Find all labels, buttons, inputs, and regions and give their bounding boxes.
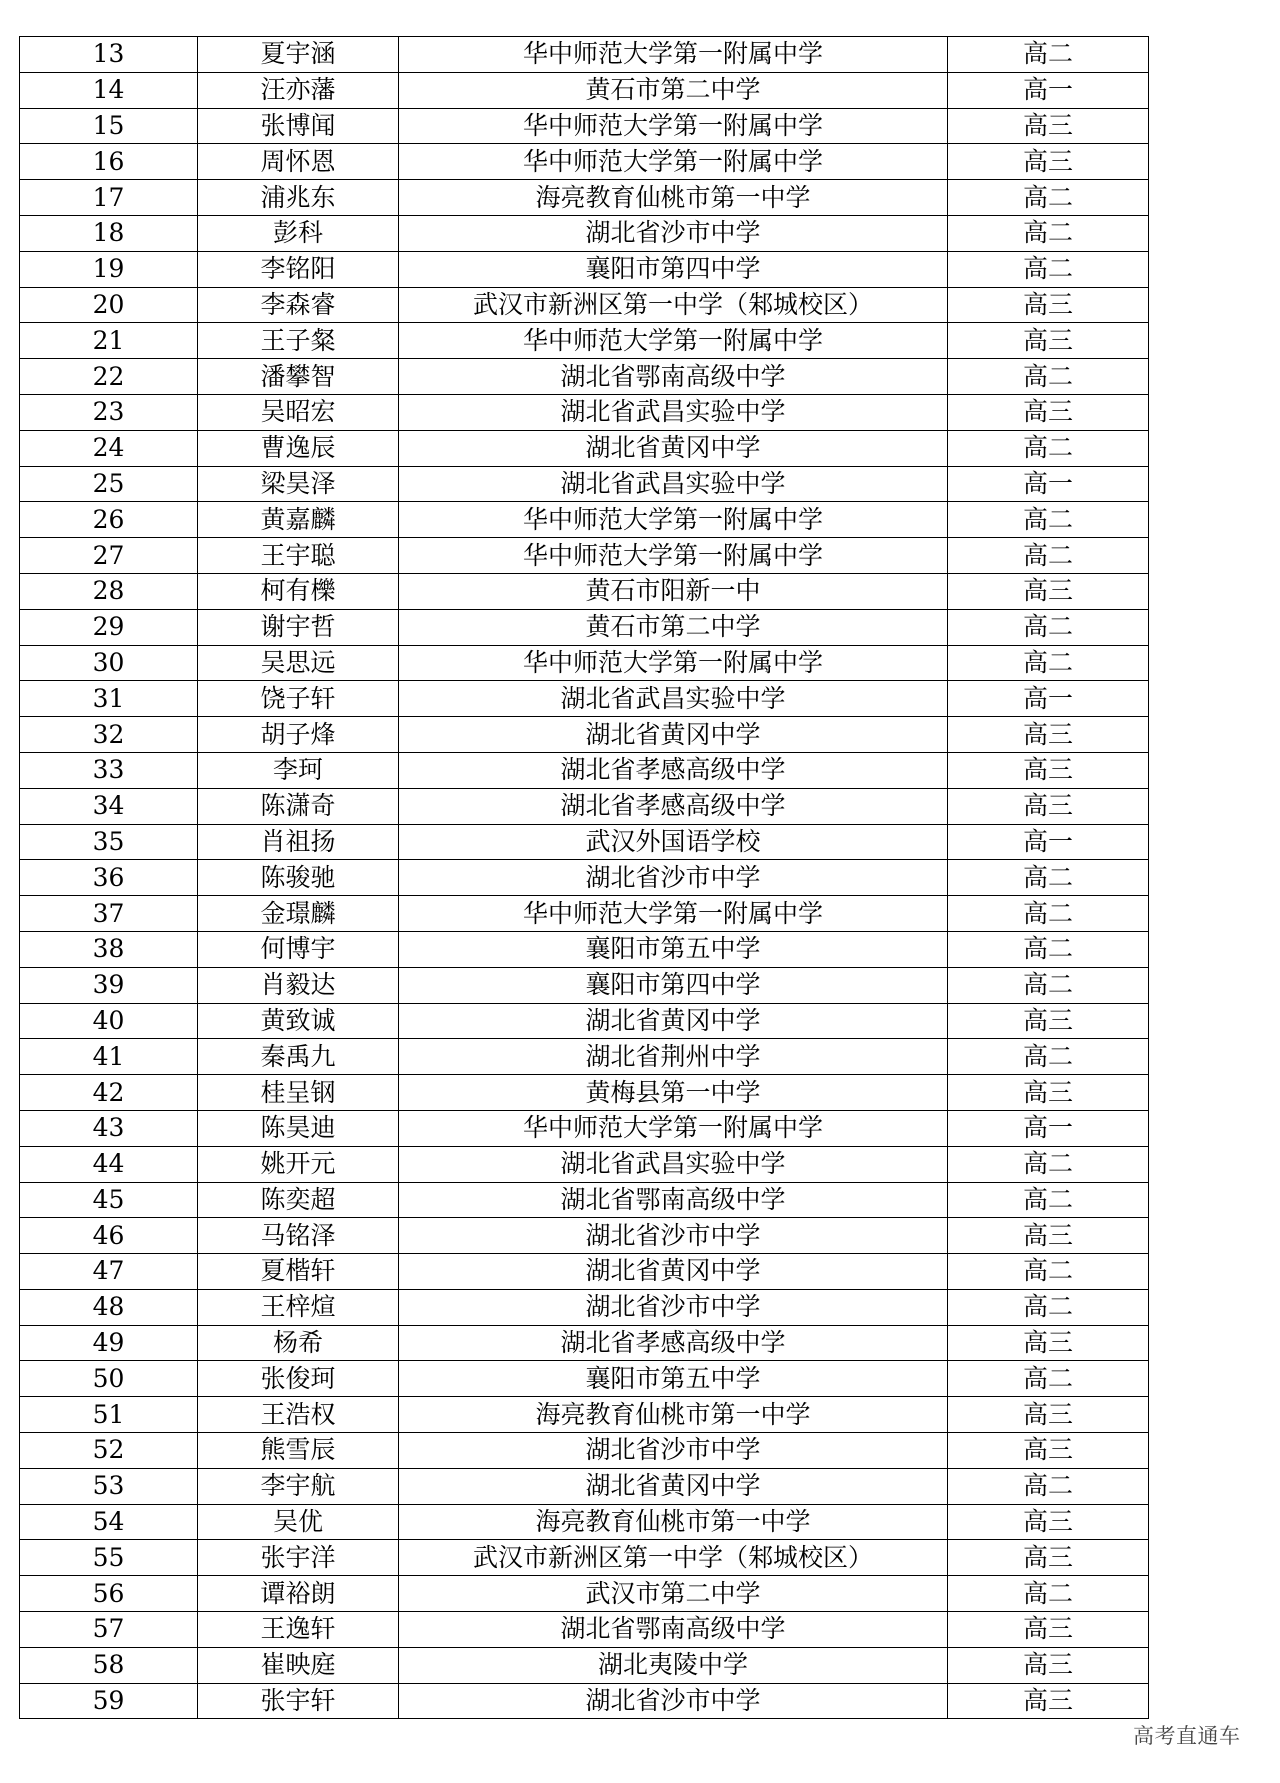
table-row (20, 645, 1149, 681)
row-number-cell: 58 (20, 1647, 198, 1683)
table-row (20, 1039, 1149, 1075)
grade-cell: 高三 (948, 1433, 1149, 1469)
school-cell: 华中师范大学第一附属中学 (399, 37, 948, 73)
school-cell: 湖北省孝感高级中学 (399, 752, 948, 788)
grade-cell: 高二 (948, 502, 1149, 538)
table-row (20, 931, 1149, 967)
table-row (20, 1218, 1149, 1254)
school-cell: 湖北省鄂南高级中学 (399, 359, 948, 395)
results-table-body (20, 37, 1149, 1719)
grade-cell: 高二 (948, 1146, 1149, 1182)
grade-cell: 高二 (948, 1361, 1149, 1397)
grade-cell: 高一 (948, 466, 1149, 502)
row-number-cell: 33 (20, 752, 198, 788)
row-number-cell: 24 (20, 430, 198, 466)
school-cell: 武汉市新洲区第一中学（邾城校区） (399, 1540, 948, 1576)
student-name-cell: 潘攀智 (198, 359, 399, 395)
grade-cell: 高三 (948, 1075, 1149, 1111)
student-name-cell: 李宇航 (198, 1468, 399, 1504)
grade-cell: 高一 (948, 72, 1149, 108)
grade-cell: 高三 (948, 1325, 1149, 1361)
table-row (20, 1683, 1149, 1719)
school-cell: 湖北省沙市中学 (399, 1433, 948, 1469)
grade-cell: 高二 (948, 430, 1149, 466)
school-cell: 湖北省武昌实验中学 (399, 394, 948, 430)
student-name-cell: 饶子轩 (198, 681, 399, 717)
grade-cell: 高三 (948, 1397, 1149, 1433)
table-row (20, 1361, 1149, 1397)
student-name-cell: 夏宇涵 (198, 37, 399, 73)
table-row (20, 180, 1149, 216)
row-number-cell: 38 (20, 931, 198, 967)
row-number-cell: 25 (20, 466, 198, 502)
grade-cell: 高二 (948, 609, 1149, 645)
table-row (20, 108, 1149, 144)
grade-cell: 高三 (948, 1683, 1149, 1719)
school-cell: 华中师范大学第一附属中学 (399, 645, 948, 681)
student-name-cell: 胡子烽 (198, 717, 399, 753)
row-number-cell: 35 (20, 824, 198, 860)
grade-cell: 高一 (948, 681, 1149, 717)
school-cell: 湖北省沙市中学 (399, 1218, 948, 1254)
row-number-cell: 59 (20, 1683, 198, 1719)
school-cell: 海亮教育仙桃市第一中学 (399, 1397, 948, 1433)
school-cell: 华中师范大学第一附属中学 (399, 108, 948, 144)
row-number-cell: 46 (20, 1218, 198, 1254)
school-cell: 海亮教育仙桃市第一中学 (399, 1504, 948, 1540)
table-row (20, 394, 1149, 430)
table-row (20, 1433, 1149, 1469)
grade-cell: 高二 (948, 1576, 1149, 1612)
row-number-cell: 34 (20, 788, 198, 824)
table-row (20, 466, 1149, 502)
table-row (20, 824, 1149, 860)
student-name-cell: 陈奕超 (198, 1182, 399, 1218)
school-cell: 黄石市第二中学 (399, 609, 948, 645)
student-name-cell: 周怀恩 (198, 144, 399, 180)
grade-cell: 高三 (948, 1612, 1149, 1648)
grade-cell: 高二 (948, 538, 1149, 574)
school-cell: 华中师范大学第一附属中学 (399, 896, 948, 932)
table-row (20, 323, 1149, 359)
student-name-cell: 夏楷轩 (198, 1254, 399, 1290)
grade-cell: 高二 (948, 251, 1149, 287)
school-cell: 武汉市新洲区第一中学（邾城校区） (399, 287, 948, 323)
row-number-cell: 22 (20, 359, 198, 395)
row-number-cell: 53 (20, 1468, 198, 1504)
student-name-cell: 梁昊泽 (198, 466, 399, 502)
school-cell: 华中师范大学第一附属中学 (399, 323, 948, 359)
student-name-cell: 吴思远 (198, 645, 399, 681)
row-number-cell: 26 (20, 502, 198, 538)
school-cell: 华中师范大学第一附属中学 (399, 502, 948, 538)
grade-cell: 高三 (948, 1003, 1149, 1039)
row-number-cell: 27 (20, 538, 198, 574)
table-row (20, 144, 1149, 180)
grade-cell: 高三 (948, 717, 1149, 753)
table-row (20, 1075, 1149, 1111)
student-name-cell: 李珂 (198, 752, 399, 788)
student-name-cell: 李铭阳 (198, 251, 399, 287)
school-cell: 华中师范大学第一附属中学 (399, 1110, 948, 1146)
school-cell: 黄石市阳新一中 (399, 573, 948, 609)
student-name-cell: 杨希 (198, 1325, 399, 1361)
grade-cell: 高二 (948, 860, 1149, 896)
grade-cell: 高一 (948, 824, 1149, 860)
school-cell: 襄阳市第四中学 (399, 967, 948, 1003)
student-name-cell: 谢宇哲 (198, 609, 399, 645)
school-cell: 华中师范大学第一附属中学 (399, 144, 948, 180)
row-number-cell: 28 (20, 573, 198, 609)
student-name-cell: 汪亦藩 (198, 72, 399, 108)
row-number-cell: 51 (20, 1397, 198, 1433)
row-number-cell: 17 (20, 180, 198, 216)
watermark: 高考直通车 (1133, 1724, 1241, 1748)
table-row (20, 609, 1149, 645)
grade-cell: 高二 (948, 1182, 1149, 1218)
table-row (20, 1612, 1149, 1648)
table-row (20, 717, 1149, 753)
table-row (20, 1003, 1149, 1039)
school-cell: 湖北省沙市中学 (399, 1289, 948, 1325)
table-row (20, 967, 1149, 1003)
student-name-cell: 何博宇 (198, 931, 399, 967)
table-row (20, 1110, 1149, 1146)
grade-cell: 高二 (948, 967, 1149, 1003)
student-name-cell: 桂呈钢 (198, 1075, 399, 1111)
school-cell: 湖北省黄冈中学 (399, 430, 948, 466)
row-number-cell: 57 (20, 1612, 198, 1648)
grade-cell: 高二 (948, 215, 1149, 251)
table-row (20, 215, 1149, 251)
table-row (20, 1468, 1149, 1504)
table-row (20, 287, 1149, 323)
grade-cell: 高二 (948, 1254, 1149, 1290)
row-number-cell: 13 (20, 37, 198, 73)
row-number-cell: 47 (20, 1254, 198, 1290)
row-number-cell: 14 (20, 72, 198, 108)
row-number-cell: 21 (20, 323, 198, 359)
grade-cell: 高三 (948, 1504, 1149, 1540)
school-cell: 湖北省沙市中学 (399, 860, 948, 896)
table-row (20, 359, 1149, 395)
student-name-cell: 熊雪辰 (198, 1433, 399, 1469)
school-cell: 湖北省黄冈中学 (399, 1003, 948, 1039)
student-name-cell: 秦禹九 (198, 1039, 399, 1075)
school-cell: 黄石市第二中学 (399, 72, 948, 108)
grade-cell: 高三 (948, 1647, 1149, 1683)
grade-cell: 高二 (948, 1039, 1149, 1075)
table-row (20, 72, 1149, 108)
school-cell: 湖北省荆州中学 (399, 1039, 948, 1075)
table-row (20, 1182, 1149, 1218)
school-cell: 湖北省武昌实验中学 (399, 681, 948, 717)
table-row (20, 1254, 1149, 1290)
table-row (20, 752, 1149, 788)
grade-cell: 高二 (948, 1468, 1149, 1504)
row-number-cell: 32 (20, 717, 198, 753)
table-row (20, 1325, 1149, 1361)
row-number-cell: 36 (20, 860, 198, 896)
grade-cell: 高三 (948, 394, 1149, 430)
row-number-cell: 37 (20, 896, 198, 932)
table-row (20, 788, 1149, 824)
school-cell: 湖北省孝感高级中学 (399, 788, 948, 824)
student-name-cell: 柯有櫟 (198, 573, 399, 609)
row-number-cell: 16 (20, 144, 198, 180)
school-cell: 武汉市第二中学 (399, 1576, 948, 1612)
school-cell: 湖北夷陵中学 (399, 1647, 948, 1683)
table-row (20, 538, 1149, 574)
student-name-cell: 肖祖扬 (198, 824, 399, 860)
grade-cell: 高三 (948, 1540, 1149, 1576)
grade-cell: 高二 (948, 896, 1149, 932)
table-row (20, 573, 1149, 609)
row-number-cell: 19 (20, 251, 198, 287)
grade-cell: 高二 (948, 1289, 1149, 1325)
row-number-cell: 20 (20, 287, 198, 323)
school-cell: 襄阳市第四中学 (399, 251, 948, 287)
school-cell: 湖北省沙市中学 (399, 215, 948, 251)
student-name-cell: 张宇洋 (198, 1540, 399, 1576)
student-name-cell: 金璟麟 (198, 896, 399, 932)
student-name-cell: 马铭泽 (198, 1218, 399, 1254)
school-cell: 湖北省沙市中学 (399, 1683, 948, 1719)
grade-cell: 高三 (948, 144, 1149, 180)
grade-cell: 高三 (948, 1218, 1149, 1254)
school-cell: 湖北省孝感高级中学 (399, 1325, 948, 1361)
table-row (20, 1397, 1149, 1433)
student-name-cell: 陈骏驰 (198, 860, 399, 896)
school-cell: 湖北省鄂南高级中学 (399, 1612, 948, 1648)
student-name-cell: 陈昊迪 (198, 1110, 399, 1146)
student-name-cell: 姚开元 (198, 1146, 399, 1182)
student-name-cell: 张俊珂 (198, 1361, 399, 1397)
school-cell: 海亮教育仙桃市第一中学 (399, 180, 948, 216)
student-name-cell: 吴昭宏 (198, 394, 399, 430)
school-cell: 武汉外国语学校 (399, 824, 948, 860)
school-cell: 湖北省武昌实验中学 (399, 466, 948, 502)
row-number-cell: 43 (20, 1110, 198, 1146)
table-row (20, 430, 1149, 466)
grade-cell: 高一 (948, 1110, 1149, 1146)
student-name-cell: 王子粲 (198, 323, 399, 359)
row-number-cell: 42 (20, 1075, 198, 1111)
table-row (20, 37, 1149, 73)
student-name-cell: 谭裕朗 (198, 1576, 399, 1612)
row-number-cell: 30 (20, 645, 198, 681)
row-number-cell: 23 (20, 394, 198, 430)
student-name-cell: 曹逸辰 (198, 430, 399, 466)
row-number-cell: 31 (20, 681, 198, 717)
row-number-cell: 15 (20, 108, 198, 144)
school-cell: 湖北省黄冈中学 (399, 717, 948, 753)
school-cell: 湖北省黄冈中学 (399, 1468, 948, 1504)
row-number-cell: 44 (20, 1146, 198, 1182)
row-number-cell: 41 (20, 1039, 198, 1075)
school-cell: 襄阳市第五中学 (399, 931, 948, 967)
table-row (20, 896, 1149, 932)
student-name-cell: 浦兆东 (198, 180, 399, 216)
grade-cell: 高三 (948, 788, 1149, 824)
grade-cell: 高三 (948, 323, 1149, 359)
row-number-cell: 48 (20, 1289, 198, 1325)
grade-cell: 高三 (948, 573, 1149, 609)
table-row (20, 502, 1149, 538)
school-cell: 湖北省鄂南高级中学 (399, 1182, 948, 1218)
results-table (19, 36, 1149, 1719)
table-row (20, 1289, 1149, 1325)
row-number-cell: 56 (20, 1576, 198, 1612)
student-name-cell: 张博闻 (198, 108, 399, 144)
student-name-cell: 黄致诚 (198, 1003, 399, 1039)
grade-cell: 高二 (948, 359, 1149, 395)
student-name-cell: 张宇轩 (198, 1683, 399, 1719)
table-row (20, 860, 1149, 896)
student-name-cell: 黄嘉麟 (198, 502, 399, 538)
student-name-cell: 王逸轩 (198, 1612, 399, 1648)
row-number-cell: 18 (20, 215, 198, 251)
school-cell: 襄阳市第五中学 (399, 1361, 948, 1397)
student-name-cell: 王宇聪 (198, 538, 399, 574)
student-name-cell: 李森睿 (198, 287, 399, 323)
row-number-cell: 49 (20, 1325, 198, 1361)
student-name-cell: 吴优 (198, 1504, 399, 1540)
row-number-cell: 29 (20, 609, 198, 645)
table-row (20, 1576, 1149, 1612)
school-cell: 湖北省武昌实验中学 (399, 1146, 948, 1182)
row-number-cell: 50 (20, 1361, 198, 1397)
table-row (20, 1540, 1149, 1576)
student-name-cell: 王浩权 (198, 1397, 399, 1433)
table-row (20, 1146, 1149, 1182)
grade-cell: 高三 (948, 108, 1149, 144)
row-number-cell: 54 (20, 1504, 198, 1540)
row-number-cell: 39 (20, 967, 198, 1003)
student-name-cell: 肖毅达 (198, 967, 399, 1003)
table-row (20, 681, 1149, 717)
school-cell: 湖北省黄冈中学 (399, 1254, 948, 1290)
school-cell: 华中师范大学第一附属中学 (399, 538, 948, 574)
school-cell: 黄梅县第一中学 (399, 1075, 948, 1111)
student-name-cell: 王梓煊 (198, 1289, 399, 1325)
grade-cell: 高二 (948, 180, 1149, 216)
table-row (20, 1504, 1149, 1540)
row-number-cell: 55 (20, 1540, 198, 1576)
grade-cell: 高二 (948, 645, 1149, 681)
row-number-cell: 45 (20, 1182, 198, 1218)
student-name-cell: 彭科 (198, 215, 399, 251)
grade-cell: 高二 (948, 931, 1149, 967)
grade-cell: 高三 (948, 752, 1149, 788)
table-row (20, 1647, 1149, 1683)
student-name-cell: 崔映庭 (198, 1647, 399, 1683)
student-name-cell: 陈潇奇 (198, 788, 399, 824)
row-number-cell: 40 (20, 1003, 198, 1039)
grade-cell: 高三 (948, 287, 1149, 323)
table-row (20, 251, 1149, 287)
grade-cell: 高二 (948, 37, 1149, 73)
row-number-cell: 52 (20, 1433, 198, 1469)
